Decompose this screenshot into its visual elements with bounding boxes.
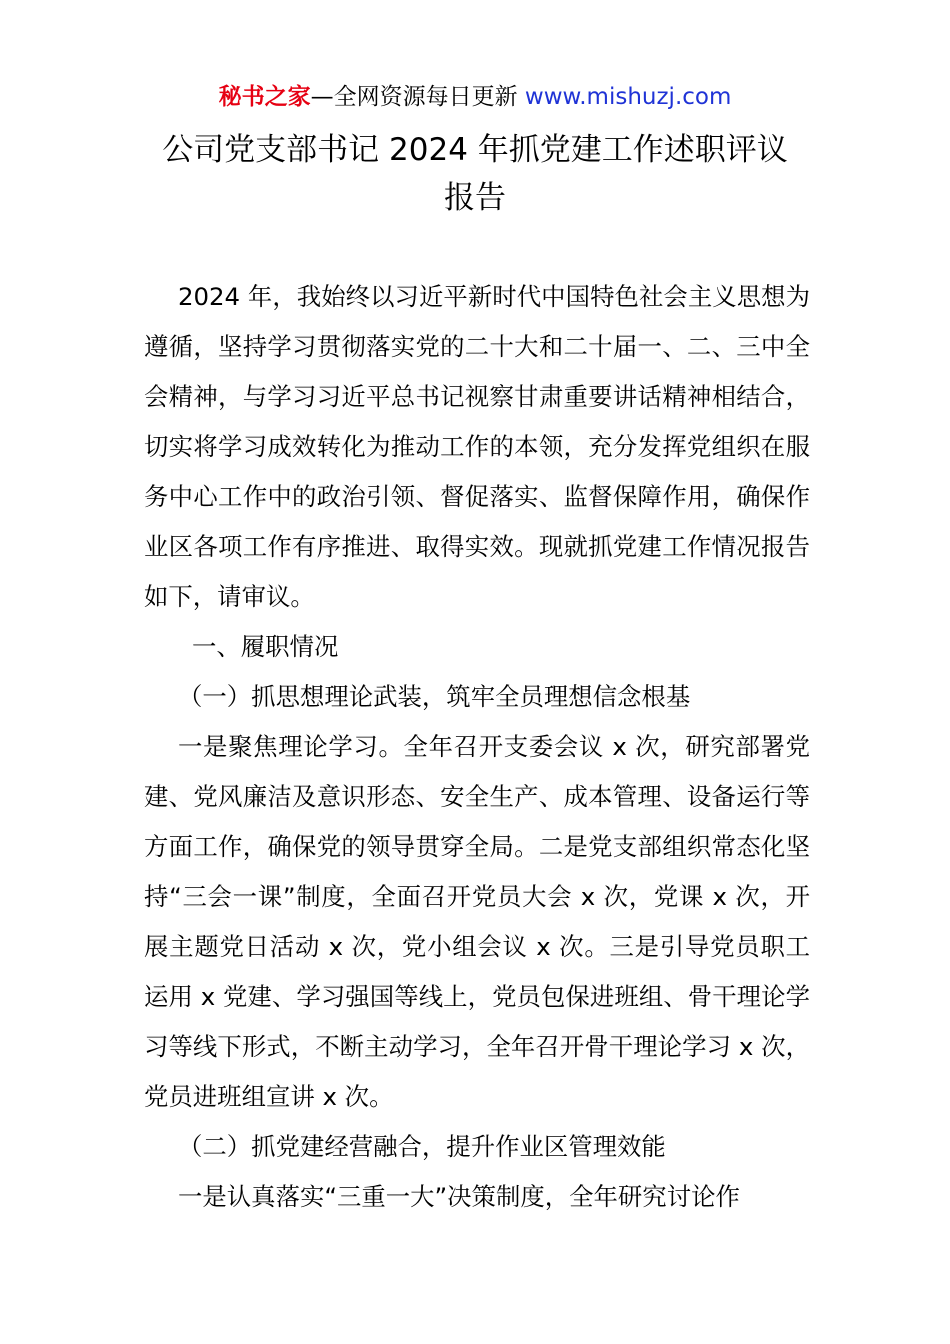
site-url[interactable]: www.mishuzj.com <box>524 84 732 110</box>
intro-paragraph: 2024 年，我始终以习近平新时代中国特色社会主义思想为遵循，坚持学习贯彻落实党的二十大和二十届一、二、三中全会精神，与学习习近平总书记视察甘肃重要讲话精神相结合，切实将学习成效转化为推动工作的本领，充分发挥党组织在服务中心工作中的政治引领、督促落实、监督保障作用，确保作业区各项工作有序推进、取得实效。现就抓党建工作情况报告如下，请审议。 <box>144 282 810 611</box>
document-title-line-1: 公司党支部书记 2024 年抓党建工作述职评议 <box>162 132 788 168</box>
document-body <box>144 272 810 1222</box>
subsection-1-paragraph: 一是聚焦理论学习。全年召开支委会议 x 次，研究部署党建、党风廉洁及意识形态、安全生产、成本管理、设备运行等方面工作，确保党的领导贯穿全局。二是党支部组织常态化坚持“三会一课”制度，全面召开党员大会 x 次，党课 x 次，开展主题党日活动 x 次，党小组会议 x 次。三是引导党员职工运用 x 党建、学习强国等线上，党员包保进班组、骨干理论学习等线下形式，不断主动学习，全年召开骨干理论学习 x 次，党员进班组宣讲 x 次。 <box>144 732 810 1111</box>
site-tagline: —全网资源每日更新 <box>310 84 525 110</box>
site-header-banner <box>0 80 950 114</box>
document-title <box>140 126 810 222</box>
subsection-heading-1: （一）抓思想理论武装，筑牢全员理想信念根基 <box>178 682 691 711</box>
brand-name: 秘书之家 <box>218 84 311 110</box>
subsection-heading-2: （二）抓党建经营融合，提升作业区管理效能 <box>178 1132 666 1161</box>
document-title-line-2: 报告 <box>444 180 506 216</box>
section-heading-duties: 一、履职情况 <box>192 632 339 661</box>
subsection-2-paragraph: 一是认真落实“三重一大”决策制度，全年研究讨论作 <box>178 1182 740 1211</box>
